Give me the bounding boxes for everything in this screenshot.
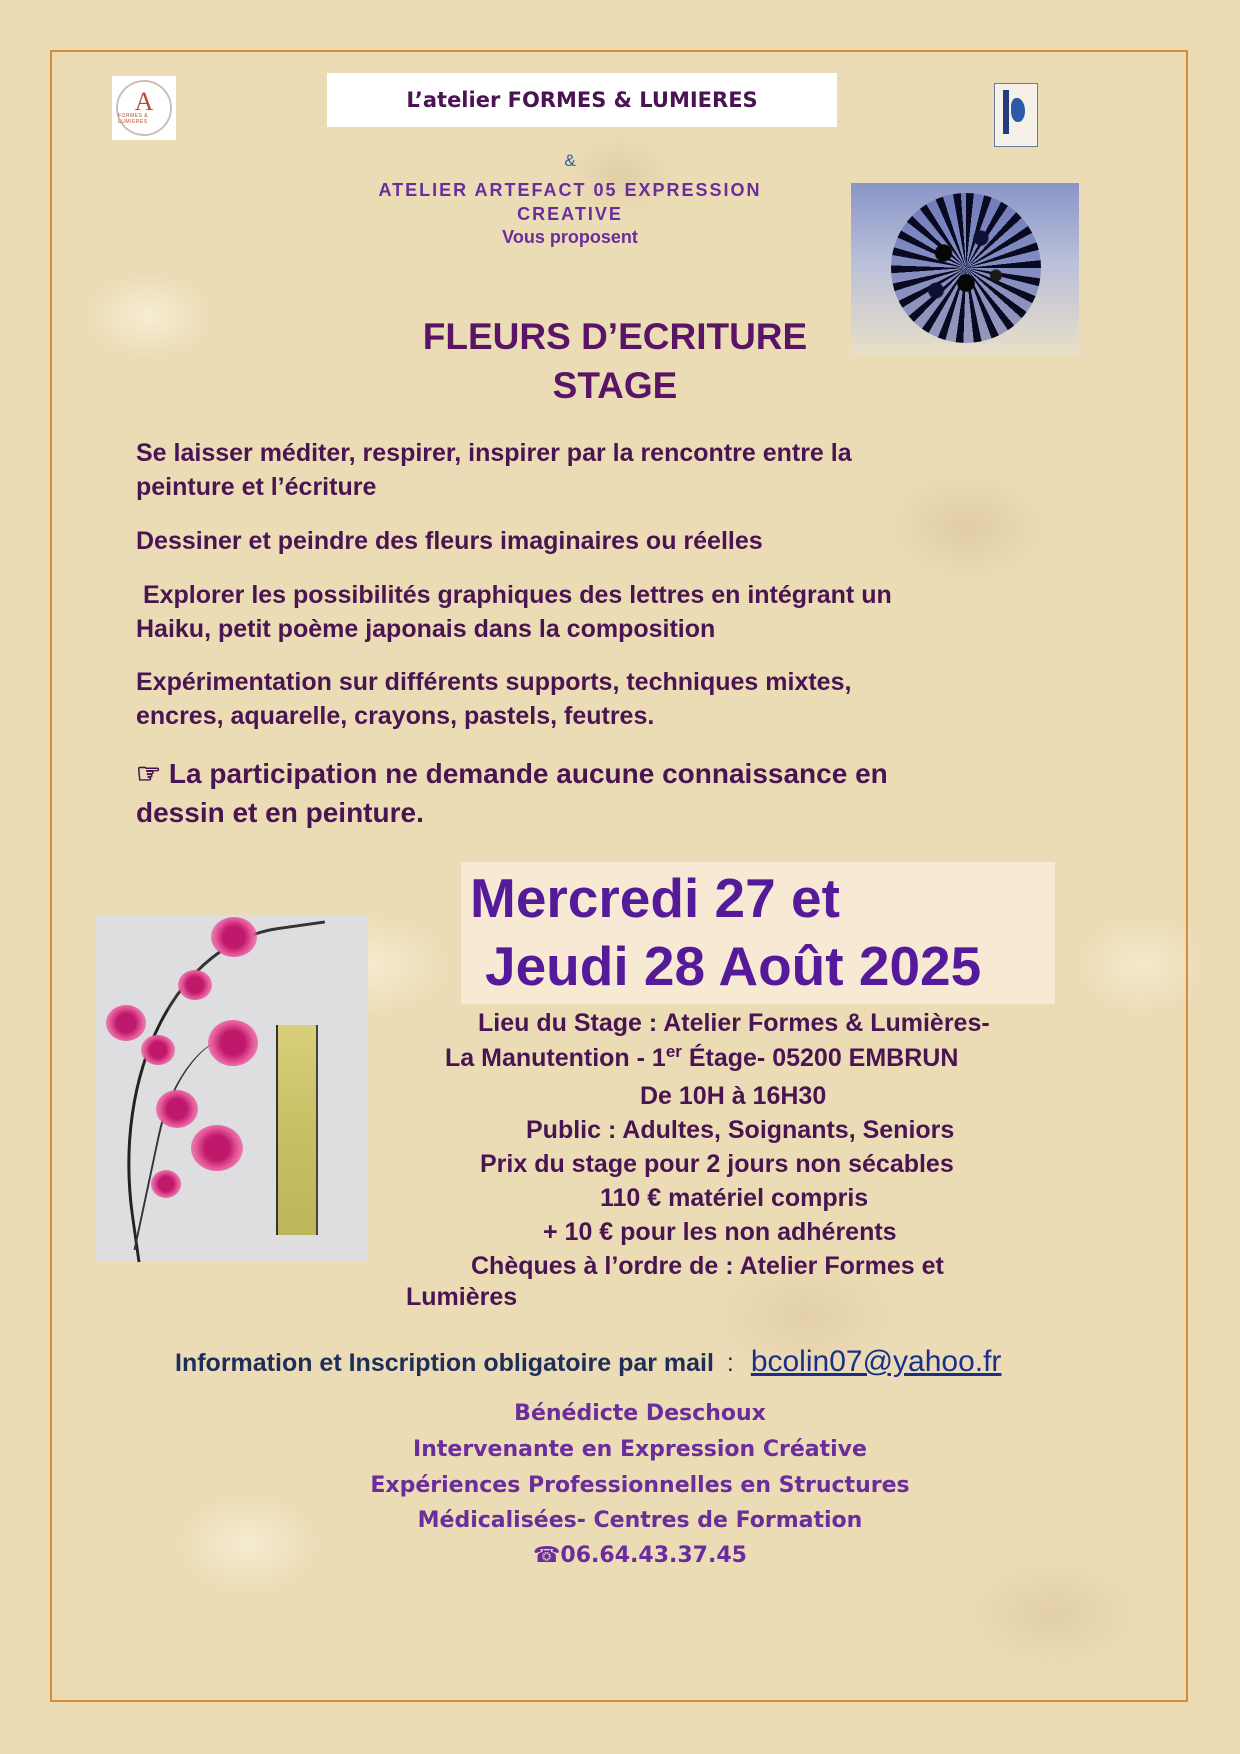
- cheque-payee-line-1: Chèques à l’ordre de : Atelier Formes et: [471, 1252, 944, 1280]
- blossom: [141, 1035, 175, 1065]
- venue-text: Étage- 05200 EMBRUN: [681, 1044, 959, 1072]
- registration-label: Information et Inscription obligatoire par mail: [175, 1349, 714, 1377]
- description-paragraph-3: [136, 578, 1096, 646]
- organizer-title: L’atelier FORMES & LUMIERES: [327, 73, 837, 127]
- description-line: ☞ La participation ne demande aucune connaissance en: [136, 758, 888, 789]
- blossom: [211, 917, 257, 957]
- cheque-payee-line-2: Lumières: [406, 1283, 518, 1311]
- propose-text: Vous proposent: [502, 227, 638, 247]
- contact-name: Bénédicte Deschoux: [514, 1401, 766, 1426]
- logo-figure: [1011, 98, 1025, 122]
- org-line-2: CREATIVE: [517, 204, 623, 224]
- description-line: Se laisser méditer, respirer, inspirer par la rencontre entre la: [136, 439, 852, 467]
- contact-experience-line-2: Médicalisées- Centres de Formation: [417, 1508, 863, 1533]
- venue-text: La Manutention - 1: [445, 1044, 666, 1072]
- blossom: [106, 1005, 146, 1041]
- description-paragraph-4: [136, 665, 1096, 733]
- description-paragraph-1: [136, 436, 1096, 504]
- non-member-surcharge: + 10 € pour les non adhérents: [543, 1218, 897, 1246]
- blossom: [208, 1020, 258, 1066]
- venue-floor-suffix: er: [665, 1042, 682, 1061]
- description-line: Expérimentation sur différents supports, techniques mixtes,: [136, 668, 852, 696]
- event-title: [380, 312, 850, 410]
- hours: De 10H à 16H30: [640, 1082, 827, 1110]
- logo-bar: [1003, 90, 1009, 134]
- audience: Public : Adultes, Soignants, Seniors: [526, 1116, 955, 1144]
- description-line: encres, aquarelle, crayons, pastels, feutres.: [136, 702, 655, 730]
- contact-phone: ☎06.64.43.37.45: [533, 1543, 747, 1568]
- blossom: [191, 1125, 243, 1171]
- email-link[interactable]: bcolin07@yahoo.fr: [750, 1345, 1002, 1378]
- date-line-2: Jeudi 28 Août 2025: [485, 935, 982, 997]
- venue-line-1: Lieu du Stage : Atelier Formes & Lumières-: [478, 1009, 990, 1037]
- contact-experience-line-1: Expériences Professionnelles en Structures: [370, 1473, 910, 1498]
- ink-scribble: [891, 193, 1041, 343]
- description-line: peinture et l’écriture: [136, 473, 377, 501]
- no-experience-note: [136, 754, 1096, 832]
- formes-lumieres-logo: [112, 76, 176, 140]
- blossom: [151, 1170, 181, 1198]
- blossom: [156, 1090, 198, 1128]
- partner-organization: [330, 178, 810, 226]
- cherry-blossom-artwork: [96, 915, 368, 1262]
- description-line: dessin et en peinture.: [136, 797, 424, 828]
- registration-info: [175, 1345, 1001, 1379]
- venue-line-2: [445, 1041, 958, 1075]
- logo-letter: A: [134, 87, 154, 116]
- price-label: Prix du stage pour 2 jours non sécables: [480, 1150, 954, 1178]
- description-line: Explorer les possibilités graphiques des lettres en intégrant un: [136, 581, 892, 609]
- calligraphy-strip: [276, 1025, 318, 1235]
- ampersand: &: [564, 151, 576, 170]
- date-line-1: Mercredi 27 et: [470, 867, 840, 929]
- event-title-line-1: FLEURS D’ECRITURE: [422, 316, 808, 357]
- logo-caption: FORMES & LUMIERES: [118, 113, 149, 125]
- event-title-line-2: STAGE: [552, 365, 678, 406]
- description-paragraph-2: Dessiner et peindre des fleurs imaginaires ou réelles: [136, 527, 763, 555]
- price: 110 € matériel compris: [600, 1184, 869, 1212]
- artefact-logo: [994, 83, 1038, 147]
- ink-flower-artwork: [851, 183, 1079, 355]
- blossom: [178, 970, 212, 1000]
- logo-ring: [116, 80, 172, 136]
- separator: :: [726, 1349, 734, 1377]
- contact-role: Intervenante en Expression Créative: [413, 1437, 867, 1462]
- org-line-1: ATELIER ARTEFACT 05 EXPRESSION: [378, 180, 762, 200]
- description-line: Haiku, petit poème japonais dans la composition: [136, 615, 716, 643]
